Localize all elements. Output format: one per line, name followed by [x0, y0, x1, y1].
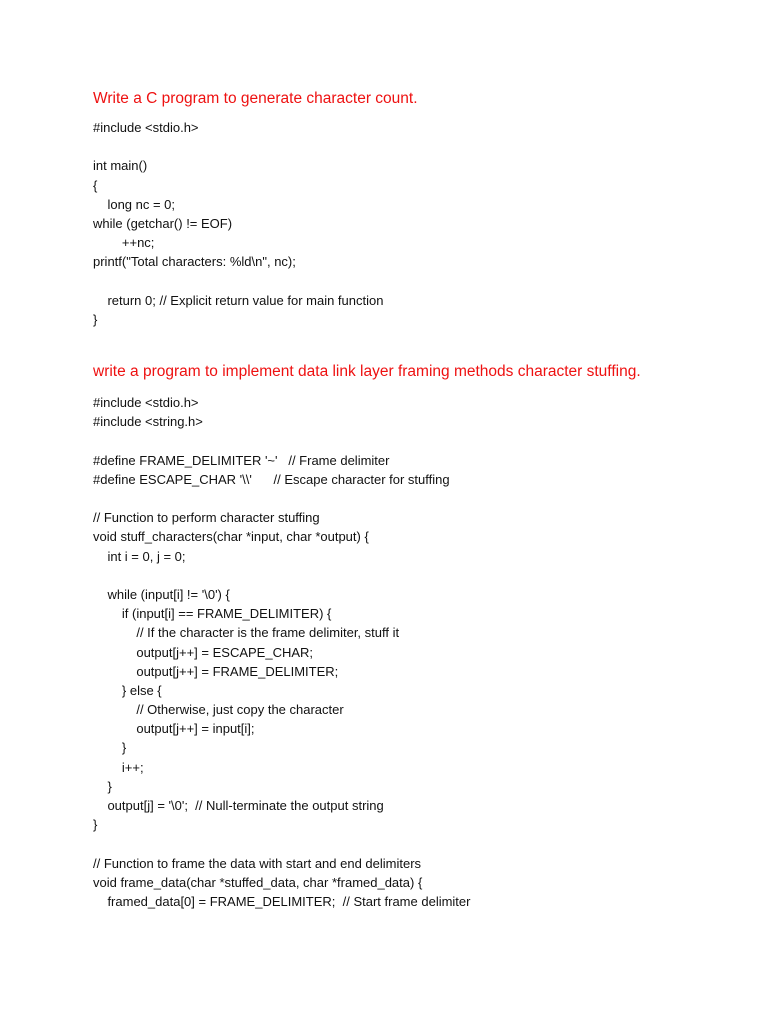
code-line: #define ESCAPE_CHAR '\\' // Escape character for stuffing [93, 471, 450, 487]
code-line: // Otherwise, just copy the character [93, 702, 344, 718]
code-line: int i = 0, j = 0; [93, 548, 186, 564]
code-line: ++nc; [93, 235, 155, 251]
code-line: output[j] = '\0'; // Null-terminate the output string [93, 798, 384, 813]
code-line: } [93, 817, 98, 833]
code-line: while (input[i] != '\0') { [93, 586, 230, 602]
code-block [93, 393, 713, 911]
code-line: if (input[i] == FRAME_DELIMITER) { [93, 606, 332, 622]
code-block [93, 118, 713, 329]
code-line: #include <string.h> [93, 414, 203, 430]
code-line: { [93, 177, 98, 193]
section-character-stuffing [93, 361, 713, 911]
code-line: } [93, 778, 112, 794]
code-line: framed_data[0] = FRAME_DELIMITER; // Start frame delimiter [93, 893, 471, 909]
code-line [93, 431, 713, 450]
document-content [93, 88, 713, 911]
code-line [93, 137, 713, 156]
code-line: output[j++] = input[i]; [93, 721, 255, 737]
code-line [93, 489, 713, 508]
code-line: } else { [93, 682, 162, 698]
code-line: #define FRAME_DELIMITER '~' // Frame delimiter [93, 452, 390, 468]
code-line: i++; [93, 759, 144, 775]
code-line: printf("Total characters: %ld\n", nc); [93, 254, 296, 270]
code-line: void frame_data(char *stuffed_data, char *framed_data) { [93, 874, 423, 890]
code-line: output[j++] = ESCAPE_CHAR; [93, 644, 314, 660]
code-line: } [93, 311, 98, 327]
code-line: long nc = 0; [93, 196, 176, 212]
code-line: // Function to perform character stuffing [93, 510, 320, 526]
section-character-count [93, 88, 713, 329]
code-line: return 0; // Explicit return value for main function [93, 292, 384, 308]
code-line: } [93, 740, 127, 756]
code-line: // Function to frame the data with start and end delimiters [93, 855, 422, 871]
code-line: #include <stdio.h> [93, 395, 199, 411]
code-line [93, 834, 713, 853]
code-line: int main() [93, 158, 148, 174]
section-heading: Write a C program to generate character count. [93, 90, 418, 107]
code-line: #include <stdio.h> [93, 120, 199, 135]
code-line: output[j++] = FRAME_DELIMITER; [93, 663, 339, 679]
code-line: void stuff_characters(char *input, char *output) { [93, 529, 369, 545]
code-line [93, 272, 713, 291]
code-line [93, 566, 713, 585]
code-line: while (getchar() != EOF) [93, 215, 233, 231]
code-line: // If the character is the frame delimiter, stuff it [93, 625, 400, 641]
section-heading: write a program to implement data link layer framing methods character stuffing. [93, 363, 641, 381]
